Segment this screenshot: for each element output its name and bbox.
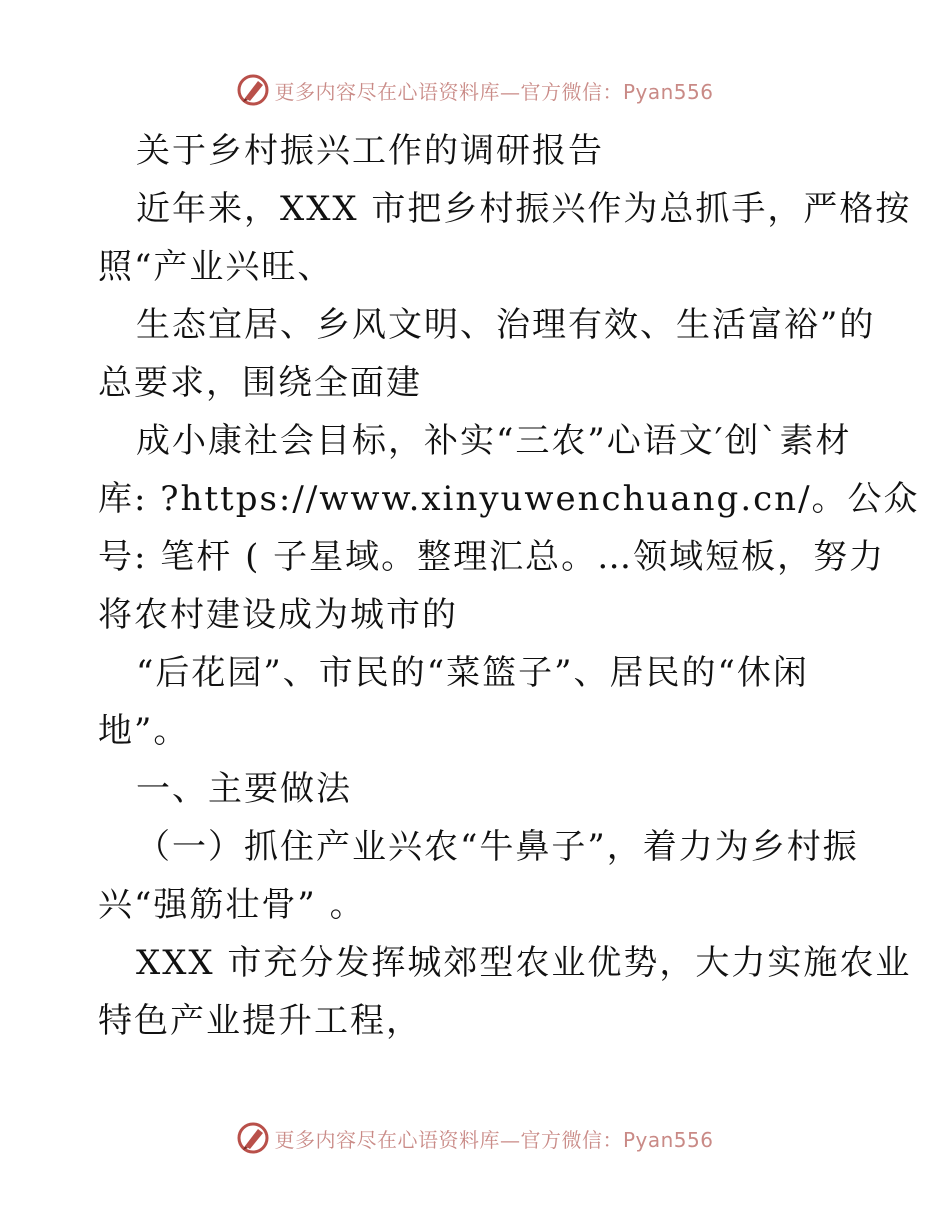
paragraph-line: 近年来，XXX 市把乡村振兴作为总抓手，严格按 — [136, 189, 912, 229]
paragraph-line: 特色产业提升工程， — [98, 1001, 422, 1041]
watermark-wechat: 官方微信：Pyan556 — [520, 79, 714, 104]
pen-logo-icon — [236, 1121, 270, 1155]
paragraph-line: 照“产业兴旺、 — [98, 247, 334, 287]
paragraph-line: 总要求，围绕全面建 — [98, 363, 422, 403]
watermark-slogan: 更多内容尽在心语资料库 — [274, 79, 500, 104]
paragraph-line: 地”。 — [98, 711, 190, 751]
section-heading: 一、主要做法 — [136, 769, 352, 809]
subsection-heading: （一）抓住产业兴农“牛鼻子”，着力为乡村振 — [136, 827, 859, 867]
subsection-heading-continued: 兴“强筋壮骨” 。 — [98, 885, 366, 925]
paragraph-line: 成小康社会目标，补实“三农”心语文′创`素材 — [136, 421, 852, 461]
header-watermark — [0, 70, 950, 110]
watermark-text — [274, 76, 713, 105]
document-body — [98, 122, 920, 1050]
document-title: 关于乡村振兴工作的调研报告 — [136, 131, 604, 171]
footer-watermark — [0, 1118, 950, 1158]
watermark-wechat: 官方微信：Pyan556 — [520, 1127, 714, 1152]
watermark-separator: — — [499, 79, 521, 104]
watermark-text — [274, 1124, 713, 1153]
paragraph-line: 号: 笔杆 ( 子星域。整理汇总。…领域短板，努力 — [98, 537, 886, 577]
watermark-separator: — — [499, 1127, 521, 1152]
pen-logo-icon — [236, 73, 270, 107]
paragraph-line: “后花园”、市民的“菜篮子”、居民的“休闲 — [136, 653, 809, 693]
watermark-slogan: 更多内容尽在心语资料库 — [274, 1127, 500, 1152]
paragraph-line: XXX 市充分发挥城郊型农业优势，大力实施农业 — [136, 943, 912, 983]
paragraph-line: 库: ?https://www.xinyuwenchuang.cn/。公众 — [98, 479, 920, 519]
paragraph-line: 生态宜居、乡风文明、治理有效、生活富裕”的 — [136, 305, 876, 345]
paragraph-line: 将农村建设成为城市的 — [98, 595, 458, 635]
